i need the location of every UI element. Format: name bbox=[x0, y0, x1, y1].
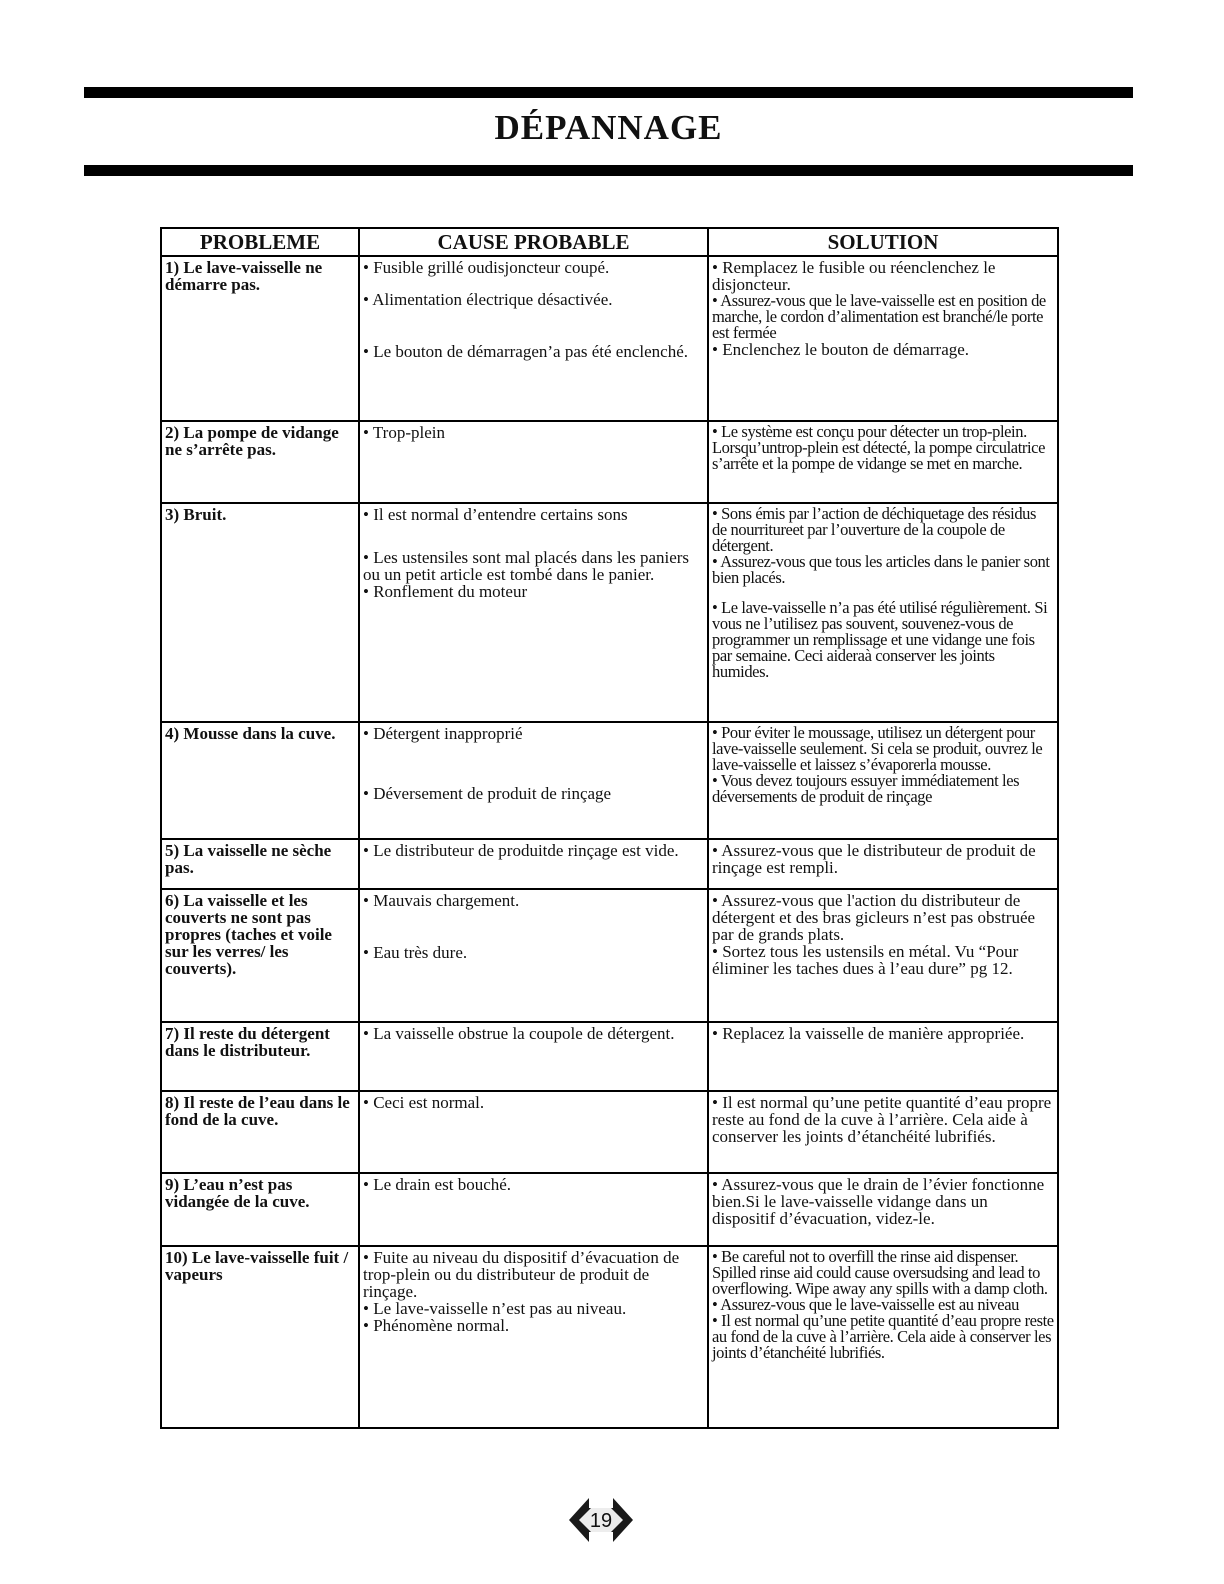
cause-item: • Le drain est bouché. bbox=[363, 1175, 512, 1194]
solution-cell bbox=[708, 1022, 1058, 1091]
solution-item: • Le système est conçu pour détecter un trop-plein. Lorsqu’untrop-plein est détecté, la pompe circulatrice s’arrête et la pompe de vidange se met en marche. bbox=[712, 422, 1046, 473]
cause-item: • Fuite au niveau du dispositif d’évacuation de trop-plein ou du distributeur de produit de rinçage. bbox=[363, 1248, 680, 1301]
solution-cell bbox=[708, 722, 1058, 839]
cause-item: • Le bouton de démarragen’a pas été enclenché. bbox=[363, 342, 689, 361]
solution-item: • Il est normal qu’une petite quantité d’eau propre reste au fond de la cuve à l’arrière. Cela aide à conserver les joints d’étanchéité lubrifiés. bbox=[712, 1093, 1052, 1146]
top-rule bbox=[84, 87, 1133, 98]
table-row bbox=[161, 1022, 1058, 1091]
cause-cell bbox=[359, 889, 708, 1022]
column-header-cause: CAUSE PROBABLE bbox=[359, 228, 708, 256]
cause-item: • Phénomène normal. bbox=[363, 1316, 510, 1335]
cause-cell bbox=[359, 503, 708, 722]
problem-cell: 7) Il reste du détergent dans le distributeur. bbox=[161, 1022, 359, 1091]
page-number-badge bbox=[565, 1484, 637, 1556]
column-header-solution: SOLUTION bbox=[708, 228, 1058, 256]
solution-item: • Pour éviter le moussage, utilisez un détergent pour lave-vaisselle seulement. Si cela se produit, ouvrez le lave-vaisselle et laissez s’évaporerla mousse. bbox=[712, 723, 1043, 774]
cause-item: • Ceci est normal. bbox=[363, 1093, 485, 1112]
solution-item: • Enclenchez le bouton de démarrage. bbox=[712, 340, 970, 359]
cause-item: • Trop-plein bbox=[363, 423, 445, 442]
cause-item: • La vaisselle obstrue la coupole de détergent. bbox=[363, 1024, 675, 1043]
solution-item: • Sortez tous les ustensils en métal. Vu “Pour éliminer les taches dues à l’eau dure” pg 12. bbox=[712, 942, 1019, 978]
problem-cell: 6) La vaisselle et les couverts ne sont pas propres (taches et voile sur les verres/ les couverts). bbox=[161, 889, 359, 1022]
cause-item: • Il est normal d’entendre certains sons bbox=[363, 505, 628, 524]
cause-item: • Alimentation électrique désactivée. bbox=[363, 290, 613, 309]
solution-cell bbox=[708, 503, 1058, 722]
solution-item: • Assurez-vous que le lave-vaisselle est en position de marche, le cordon d’alimentation est branché/le porte est fermée bbox=[712, 291, 1046, 342]
table-row bbox=[161, 839, 1058, 889]
problem-cell: 3) Bruit. bbox=[161, 503, 359, 722]
page-number: 19 bbox=[589, 1510, 613, 1532]
solution-item: • Assurez-vous que le drain de l’évier fonctionne bien.Si le lave-vaisselle vidange dans un dispositif d’évacuation, videz-le. bbox=[712, 1175, 1045, 1228]
cause-cell bbox=[359, 1173, 708, 1246]
solution-item: • Vous devez toujours essuyer immédiatement les déversements de produit de rinçage bbox=[712, 771, 1020, 806]
column-header-problem: PROBLEME bbox=[161, 228, 359, 256]
solution-cell bbox=[708, 421, 1058, 503]
solution-item: • Be careful not to overfill the rinse aid dispenser. Spilled rinse aid could cause oversudsing and lead to overflowing. Wipe away any spills with a damp cloth. bbox=[712, 1247, 1048, 1298]
solution-item: • Sons émis par l’action de déchiquetage des résidus de nourritureet par l’ouverture de la coupole de détergent. bbox=[712, 504, 1037, 555]
table-row bbox=[161, 1091, 1058, 1173]
page-title: DÉPANNAGE bbox=[494, 108, 723, 147]
cause-item: • Déversement de produit de rinçage bbox=[363, 784, 612, 803]
cause-cell bbox=[359, 1022, 708, 1091]
troubleshooting-table bbox=[160, 227, 1059, 1429]
cause-cell bbox=[359, 1246, 708, 1428]
bottom-rule bbox=[84, 165, 1133, 176]
cause-item: • Ronflement du moteur bbox=[363, 582, 528, 601]
solution-cell bbox=[708, 1173, 1058, 1246]
table-row bbox=[161, 256, 1058, 421]
table-row bbox=[161, 503, 1058, 722]
solution-cell bbox=[708, 1091, 1058, 1173]
solution-item: • Assurez-vous que le lave-vaisselle est au niveau bbox=[712, 1295, 1019, 1314]
problem-cell: 10) Le lave-vaisselle fuit / vapeurs bbox=[161, 1246, 359, 1428]
cause-item: • Détergent inapproprié bbox=[363, 724, 523, 743]
solution-item: • Remplacez le fusible ou réenclenchez le disjoncteur. bbox=[712, 258, 996, 294]
problem-cell: 8) Il reste de l’eau dans le fond de la cuve. bbox=[161, 1091, 359, 1173]
cause-cell bbox=[359, 722, 708, 839]
cause-cell bbox=[359, 256, 708, 421]
table-row bbox=[161, 889, 1058, 1022]
problem-cell: 2) La pompe de vidange ne s’arrête pas. bbox=[161, 421, 359, 503]
problem-cell: 5) La vaisselle ne sèche pas. bbox=[161, 839, 359, 889]
solution-cell bbox=[708, 256, 1058, 421]
cause-cell bbox=[359, 839, 708, 889]
solution-item: • Replacez la vaisselle de manière appropriée. bbox=[712, 1024, 1025, 1043]
solution-cell bbox=[708, 1246, 1058, 1428]
problem-cell: 4) Mousse dans la cuve. bbox=[161, 722, 359, 839]
cause-cell bbox=[359, 421, 708, 503]
solution-item: • Assurez-vous que tous les articles dans le panier sont bien placés. bbox=[712, 552, 1050, 587]
solution-item: • Assurez-vous que le distributeur de produit de rinçage est rempli. bbox=[712, 841, 1036, 877]
table-row bbox=[161, 421, 1058, 503]
table-row bbox=[161, 722, 1058, 839]
solution-cell bbox=[708, 889, 1058, 1022]
table-header-row bbox=[161, 228, 1058, 256]
solution-item: • Le lave-vaisselle n’a pas été utilisé régulièrement. Si vous ne l’utilisez pas souvent, souvenez-vous de programmer un remplissage et une vidange une fois par semaine. Ceci aideraà conserver les joints humides. bbox=[712, 598, 1048, 681]
cause-cell bbox=[359, 1091, 708, 1173]
solution-item: • Il est normal qu’une petite quantité d’eau propre reste au fond de la cuve à l’arrière. Cela aide à conserver les joints d’étanchéité lubrifiés. bbox=[712, 1311, 1054, 1362]
cause-item: • Mauvais chargement. bbox=[363, 891, 520, 910]
solution-item: • Assurez-vous que l'action du distributeur de détergent et des bras gicleurs n’est pas obstruée par de grands plats. bbox=[712, 891, 1036, 944]
problem-cell: 1) Le lave-vaisselle ne démarre pas. bbox=[161, 256, 359, 421]
cause-item: • Le lave-vaisselle n’est pas au niveau. bbox=[363, 1299, 627, 1318]
table-row bbox=[161, 1246, 1058, 1428]
cause-item: • Fusible grillé oudisjoncteur coupé. bbox=[363, 258, 610, 277]
table-row bbox=[161, 1173, 1058, 1246]
solution-cell bbox=[708, 839, 1058, 889]
problem-cell: 9) L’eau n’est pas vidangée de la cuve. bbox=[161, 1173, 359, 1246]
cause-item: • Le distributeur de produitde rinçage est vide. bbox=[363, 841, 679, 860]
cause-item: • Les ustensiles sont mal placés dans les paniers ou un petit article est tombé dans le panier. bbox=[363, 548, 690, 584]
cause-item: • Eau très dure. bbox=[363, 943, 468, 962]
